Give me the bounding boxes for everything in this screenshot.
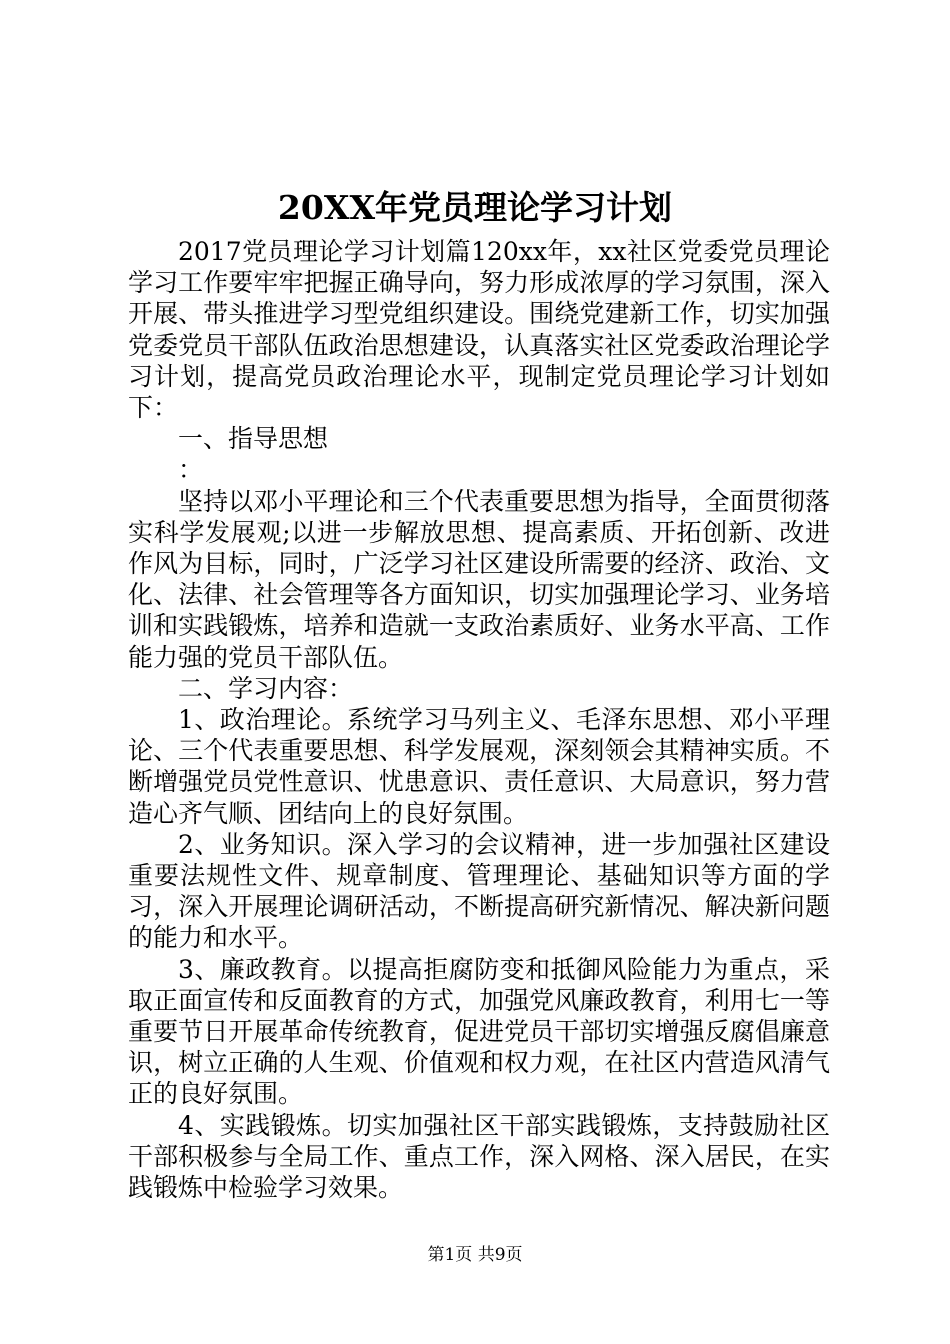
study-item-business-knowledge: 2、业务知识。深入学习的会议精神，进一步加强社区建设重要法规性文件、规章制度、管理理论、基础知识等方面的学习，深入开展理论调研活动，不断提高研究新情况、解决新问题的能力和水平。 — [128, 829, 830, 953]
page-title: 20XX年党员理论学习计划 — [277, 188, 673, 227]
document-body — [128, 236, 830, 1203]
intro-paragraph: 2017党员理论学习计划篇120xx年，xx社区党委党员理论学习工作要牢牢把握正确导向，努力形成浓厚的学习氛围，深入开展、带头推进学习型党组织建设。围绕党建新工作，切实加强党委党员干部队伍政治思想建设，认真落实社区党委政治理论学习计划，提高党员政治理论水平，现制定党员理论学习计划如下： — [128, 237, 830, 423]
colon-line: ： — [178, 455, 204, 485]
study-item-integrity-education: 3、廉政教育。以提高拒腐防变和抵御风险能力为重点，采取正面宣传和反面教育的方式，加强党风廉政教育，利用七一等重要节日开展革命传统教育，促进党员干部切实增强反腐倡廉意识，树立正确的人生观、价值观和权力观，在社区内营造风清气正的良好氛围。 — [128, 954, 830, 1109]
study-item-practice-training: 4、实践锻炼。切实加强社区干部实践锻炼，支持鼓励社区干部积极参与全局工作、重点工作，深入网格、深入居民，在实践锻炼中检验学习效果。 — [128, 1110, 830, 1203]
study-item-political-theory: 1、政治理论。系统学习马列主义、毛泽东思想、邓小平理论、三个代表重要思想、科学发展观，深刻领会其精神实质。不断增强党员党性意识、忧患意识、责任意识、大局意识，努力营造心齐气顺、团结向上的良好氛围。 — [128, 705, 830, 828]
section-heading-guiding-ideology: 一、指导思想 — [178, 424, 329, 454]
section-heading-study-content: 二、学习内容： — [178, 673, 354, 703]
guiding-ideology-paragraph: 坚持以邓小平理论和三个代表重要思想为指导，全面贯彻落实科学发展观;以进一步解放思想、提高素质、开拓创新、改进作风为目标，同时，广泛学习社区建设所需要的经济、政治、文化、法律、社会管理等各方面知识，切实加强理论学习、业务培训和实践锻炼，培养和造就一支政治素质好、业务水平高、工作能力强的党员干部队伍。 — [128, 486, 830, 672]
page-number-footer: 第1页 共9页 — [427, 1245, 523, 1265]
